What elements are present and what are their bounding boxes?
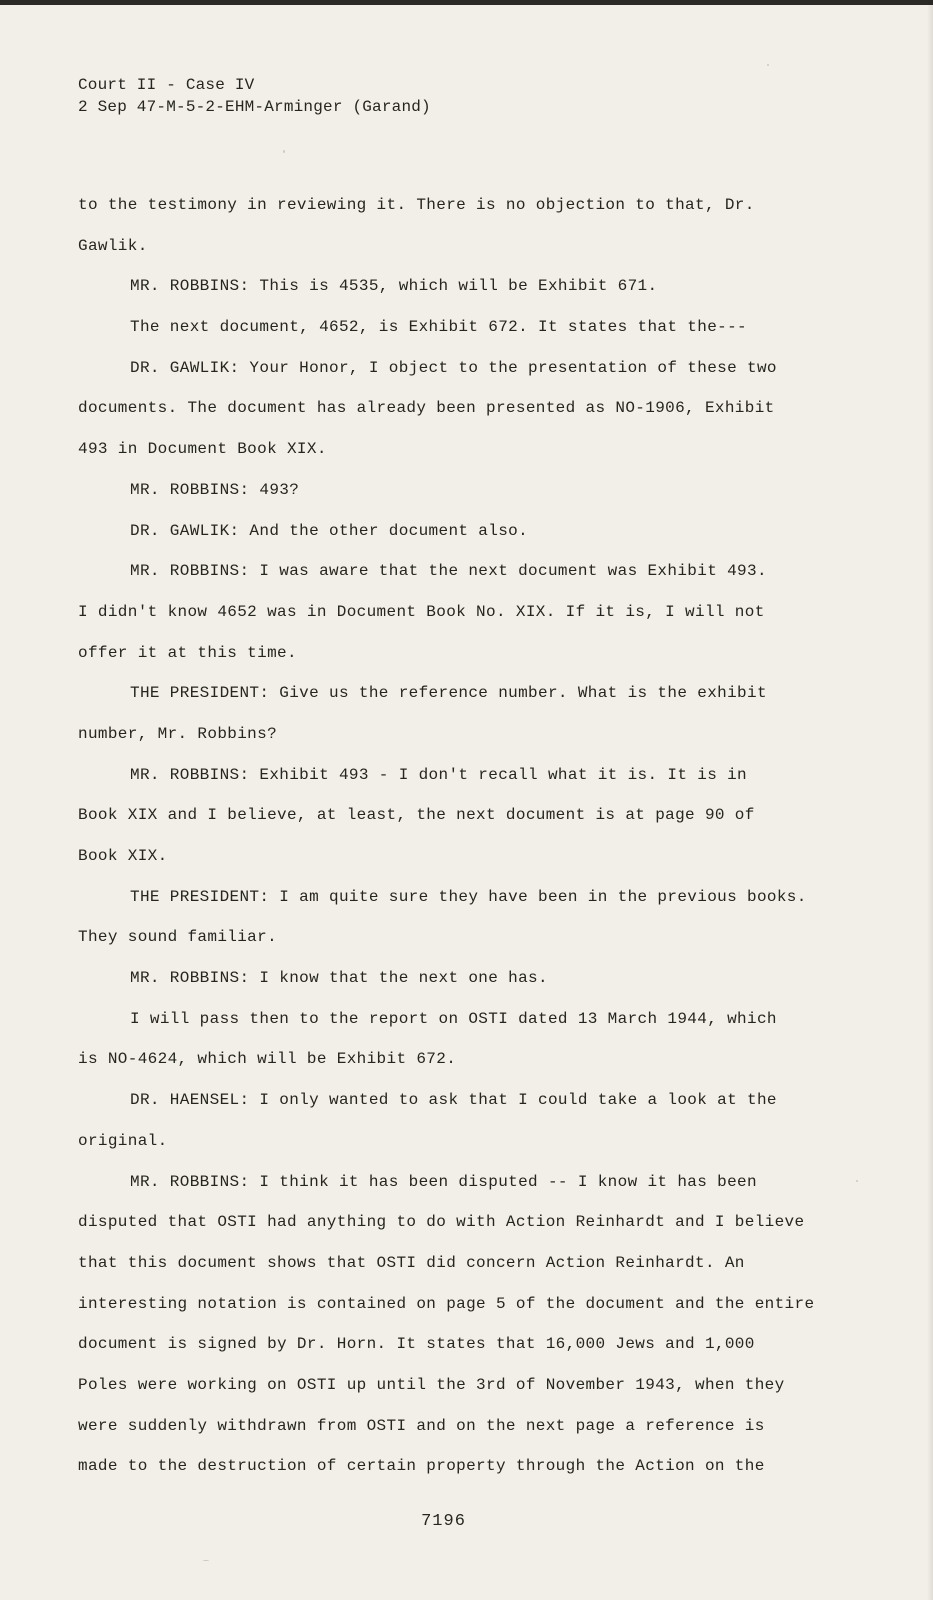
transcript-line: They sound familiar.: [78, 928, 278, 947]
transcript-line: documents. The document has already been presented as NO-1906, Exhibit: [78, 399, 775, 418]
paper-speck: [203, 1560, 209, 1561]
transcript-line: original.: [78, 1131, 168, 1150]
page-number: 7196: [421, 1512, 466, 1531]
transcript-line: made to the destruction of certain property through the Action on the: [78, 1457, 765, 1476]
transcript-line: to the testimony in reviewing it. There is no objection to that, Dr.: [78, 196, 755, 214]
transcript-line: Book XIX and I believe, at least, the next document is at page 90 of: [78, 806, 755, 825]
transcript-line: is NO-4624, which will be Exhibit 672.: [78, 1050, 457, 1069]
transcript-line: that this document shows that OSTI did concern Action Reinhardt. An: [78, 1253, 745, 1272]
transcript-line: Poles were working on OSTI up until the 3rd of November 1943, when they: [78, 1375, 785, 1394]
transcript-line: DR. HAENSEL: I only wanted to ask that I could take a look at the: [130, 1091, 777, 1110]
transcript-line: MR. ROBBINS: I think it has been disputed -- I know it has been: [130, 1172, 757, 1191]
transcript-line: Book XIX.: [78, 847, 168, 865]
header-court-case: Court II - Case IV: [78, 76, 255, 94]
transcript-line: were suddenly withdrawn from OSTI and on the next page a reference is: [78, 1416, 765, 1435]
transcript-line: disputed that OSTI had anything to do with Action Reinhardt and I believe: [78, 1213, 805, 1232]
paper-speck: [767, 64, 769, 66]
transcript-line: MR. ROBBINS: I was aware that the next document was Exhibit 493.: [130, 562, 767, 581]
transcript-line: offer it at this time.: [78, 643, 297, 662]
transcript-line: DR. GAWLIK: Your Honor, I object to the presentation of these two: [130, 358, 777, 377]
transcript-line: I will pass then to the report on OSTI dated 13 March 1944, which: [130, 1009, 777, 1028]
page-header: [78, 74, 431, 118]
transcript-line: interesting notation is contained on page 5 of the document and the entire: [78, 1294, 815, 1313]
transcript-line: MR. ROBBINS: This is 4535, which will be Exhibit 671.: [130, 277, 658, 296]
transcript-line: MR. ROBBINS: Exhibit 493 - I don't recall what it is. It is in: [130, 765, 747, 784]
scan-right-shade: [927, 0, 933, 1600]
transcript-line: THE PRESIDENT: I am quite sure they have been in the previous books.: [130, 887, 807, 906]
transcript-body: [78, 185, 848, 1487]
transcript-line: number, Mr. Robbins?: [78, 724, 278, 743]
transcript-line: Gawlik.: [78, 236, 148, 255]
transcript-line: THE PRESIDENT: Give us the reference number. What is the exhibit: [130, 684, 767, 703]
transcript-line: 493 in Document Book XIX.: [78, 440, 327, 459]
transcript-line: MR. ROBBINS: I know that the next one has.: [130, 969, 548, 988]
paper-speck: [283, 150, 285, 153]
transcript-line: document is signed by Dr. Horn. It states that 16,000 Jews and 1,000: [78, 1335, 755, 1354]
header-session-info: 2 Sep 47-M-5-2-EHM-Arminger (Garand): [78, 98, 431, 116]
transcript-line: I didn't know 4652 was in Document Book No. XIX. If it is, I will not: [78, 602, 765, 621]
paper-speck: [856, 1180, 858, 1182]
transcript-line: The next document, 4652, is Exhibit 672. It states that the---: [130, 318, 747, 337]
transcript-line: DR. GAWLIK: And the other document also.: [130, 521, 529, 540]
transcript-line: MR. ROBBINS: 493?: [130, 480, 300, 499]
scan-top-edge: [0, 0, 933, 5]
